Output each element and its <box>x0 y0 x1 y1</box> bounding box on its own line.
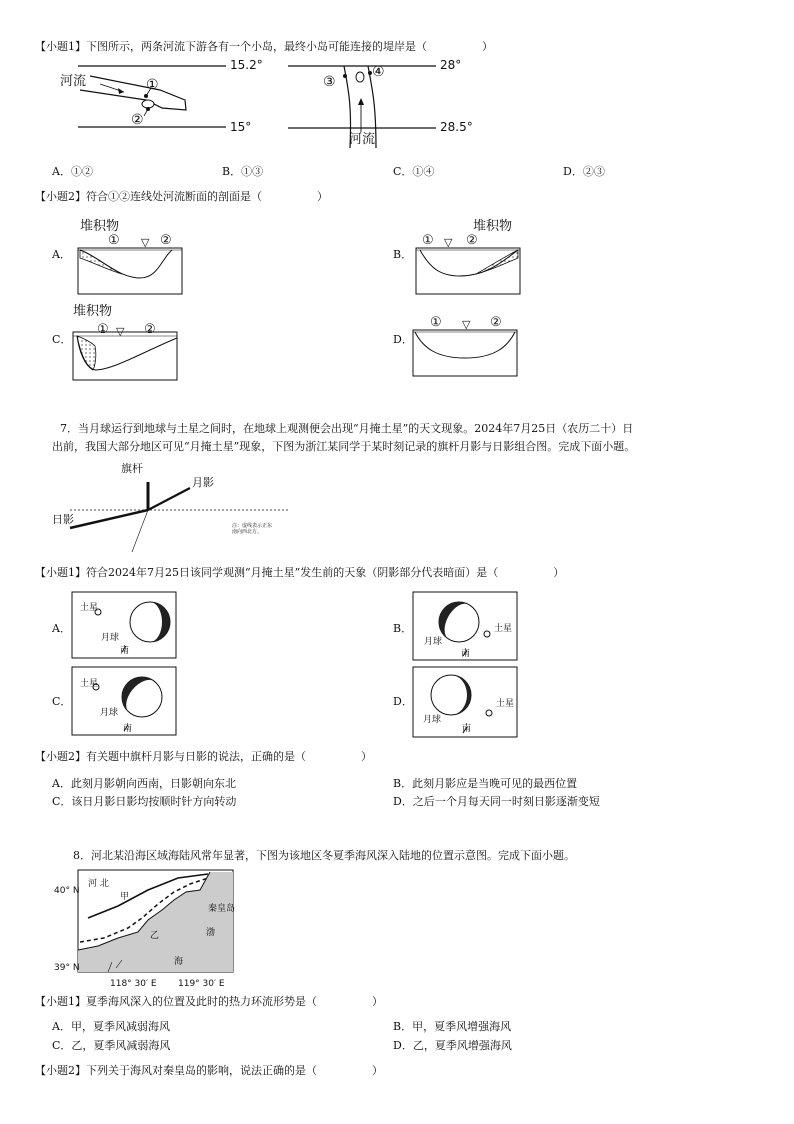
profile-a-marker-2: ② <box>160 233 172 248</box>
deposit-label-b: 堆积物 <box>473 219 513 234</box>
deposit-label-a: 堆积物 <box>80 219 120 234</box>
q6-sub2-option-a[interactable]: A． <box>52 248 71 261</box>
map-lat-bottom: 39° N <box>54 963 80 973</box>
q7-sub2-option-a[interactable]: A．此刻月影朝向西南，日影朝向东北 <box>52 777 236 790</box>
profile-c-water: ▽ <box>116 325 125 338</box>
q6-sub2-option-d[interactable]: D． <box>393 333 413 346</box>
q6-sub1-option-d[interactable]: D．②③ <box>563 165 605 178</box>
map-label-qinhuangdao: 秦皇岛 <box>208 904 236 914</box>
moon-label-b: 月球 <box>424 637 443 647</box>
moon-label-c: 月球 <box>100 708 119 718</box>
map-label-yi: 乙 <box>150 931 160 941</box>
saturn-label-d: 土星 <box>496 699 515 709</box>
figure-note: 注：虚线表示正东南向西北方。 <box>232 523 273 535</box>
q6-sub1-option-b[interactable]: B．①③ <box>222 165 264 178</box>
q6-sub1-stem: 【小题1】下图所示，两条河流下游各有一个小岛，最终小岛可能连接的堤岸是（ ） <box>35 40 493 53</box>
sun-shadow-label: 日影 <box>52 513 74 526</box>
south-label-c: 南 <box>123 724 133 734</box>
marker-4: ④ <box>372 64 385 80</box>
profile-c <box>73 332 183 382</box>
q7-stem-line2: 出前，我国大部分地区可见“月掩土星”现象，下图为浙江某同学于某时刻记录的旗杆月影与日影组合图。完成下面小题。 <box>52 440 636 453</box>
profile-b-water: ▽ <box>444 236 453 249</box>
profile-b <box>416 248 526 298</box>
q7-sub2-stem: 【小题2】有关题中旗杆月影与日影的说法，正确的是（ ） <box>35 750 372 763</box>
q6-sub2-option-c[interactable]: C． <box>52 333 72 346</box>
south-label-a: 南 <box>120 646 130 656</box>
q7-sub1-option-b[interactable]: B． <box>393 622 413 635</box>
moon-shadow-label: 月影 <box>192 476 214 489</box>
profile-b-marker-2: ② <box>466 233 478 248</box>
saturn-label-b: 土星 <box>494 624 513 634</box>
q7-stem-line1: 7．当月球运行到地球与土星之间时，在地球上观测便会出现“月掩土星”的天文现象。2024年7月25日（农历二十）日 <box>60 422 634 435</box>
map-label-hebei: 河 北 <box>88 879 109 889</box>
deposit-label-c: 堆积物 <box>73 304 113 319</box>
q8-sub1-option-d[interactable]: D．乙，夏季风增强海风 <box>393 1039 512 1052</box>
profile-d <box>413 330 523 380</box>
q7-sub1-stem: 【小题1】符合2024年7月25日该同学观测“月掩土星”发生前的天象（阴影部分代表暗面）是（ ） <box>35 566 565 579</box>
profile-a <box>78 248 188 298</box>
q6-sub2-option-b[interactable]: B． <box>393 248 413 261</box>
q7-sub1-option-a[interactable]: A． <box>52 622 71 635</box>
q6-sub2-stem: 【小题2】符合①②连线处河流断面的剖面是（ ） <box>35 190 328 203</box>
map-label-jia: 甲 <box>120 892 130 902</box>
profile-c-marker-2: ② <box>144 322 156 337</box>
profile-a-water: ▽ <box>141 236 150 249</box>
q6-sub1-option-a[interactable]: A．①② <box>52 165 93 178</box>
q8-sub1-option-c[interactable]: C．乙，夏季风减弱海风 <box>52 1039 171 1052</box>
q7-sub2-option-d[interactable]: D．之后一个月每天同一时刻日影逐渐变短 <box>393 795 600 808</box>
map-lon-right: 119° 30′ E <box>178 979 225 989</box>
profile-c-marker-1: ① <box>97 322 109 337</box>
q7-sub1-option-c[interactable]: C． <box>52 695 72 708</box>
map-lat-top: 40° N <box>54 886 80 896</box>
river-label-left: 河流 <box>60 74 87 89</box>
map-label-bo: 渤 <box>206 928 216 938</box>
marker-3: ③ <box>323 74 336 90</box>
profile-d-marker-1: ① <box>430 315 442 330</box>
south-label-b: 南 <box>461 649 471 659</box>
saturn-label-c: 土星 <box>80 679 99 689</box>
moon-label-d: 月球 <box>423 715 442 725</box>
south-label-d: 南 <box>462 724 472 734</box>
q8-sub1-option-a[interactable]: A．甲，夏季风减弱海风 <box>52 1020 170 1033</box>
latitude-bottom-right: 28.5° <box>440 120 473 134</box>
latitude-top-left: 15.2° <box>230 58 263 72</box>
flagpole-label: 旗杆 <box>121 462 143 475</box>
q6-sub1-option-c[interactable]: C．①④ <box>393 165 435 178</box>
marker-2: ② <box>131 112 144 128</box>
q7-sub1-option-d[interactable]: D． <box>393 695 413 708</box>
map-label-hai: 海 <box>174 957 184 967</box>
moon-label-a: 月球 <box>101 633 120 643</box>
flagpole-shadow-figure <box>50 460 300 560</box>
q8-sub2-stem: 【小题2】下列关于海风对秦皇岛的影响，说法正确的是（ ） <box>35 1064 383 1077</box>
q8-sub1-option-b[interactable]: B．甲，夏季风增强海风 <box>393 1020 512 1033</box>
saturn-label-a: 土星 <box>80 603 99 613</box>
marker-1: ① <box>146 77 159 93</box>
profile-a-marker-1: ① <box>108 233 120 248</box>
latitude-bottom-left: 15° <box>230 120 252 134</box>
q8-stem: 8．河北某沿海区域海陆风常年显著，下图为该地区冬夏季海风深入陆地的位置示意图。完成下面小题。 <box>73 849 575 862</box>
profile-b-marker-1: ① <box>422 233 434 248</box>
q8-sub1-stem: 【小题1】夏季海风深入的位置及此时的热力环流形势是（ ） <box>35 995 383 1008</box>
profile-d-water: ▽ <box>462 318 471 331</box>
q7-sub2-option-c[interactable]: C．该日月影日影均按顺时针方向转动 <box>52 795 237 808</box>
profile-d-marker-2: ② <box>490 315 502 330</box>
map-lon-left: 118° 30′ E <box>110 979 157 989</box>
river-label-right: 河流 <box>349 132 376 147</box>
q7-sub2-option-b[interactable]: B．此刻月影应是当晚可见的最西位置 <box>393 777 578 790</box>
latitude-top-right: 28° <box>440 58 462 72</box>
